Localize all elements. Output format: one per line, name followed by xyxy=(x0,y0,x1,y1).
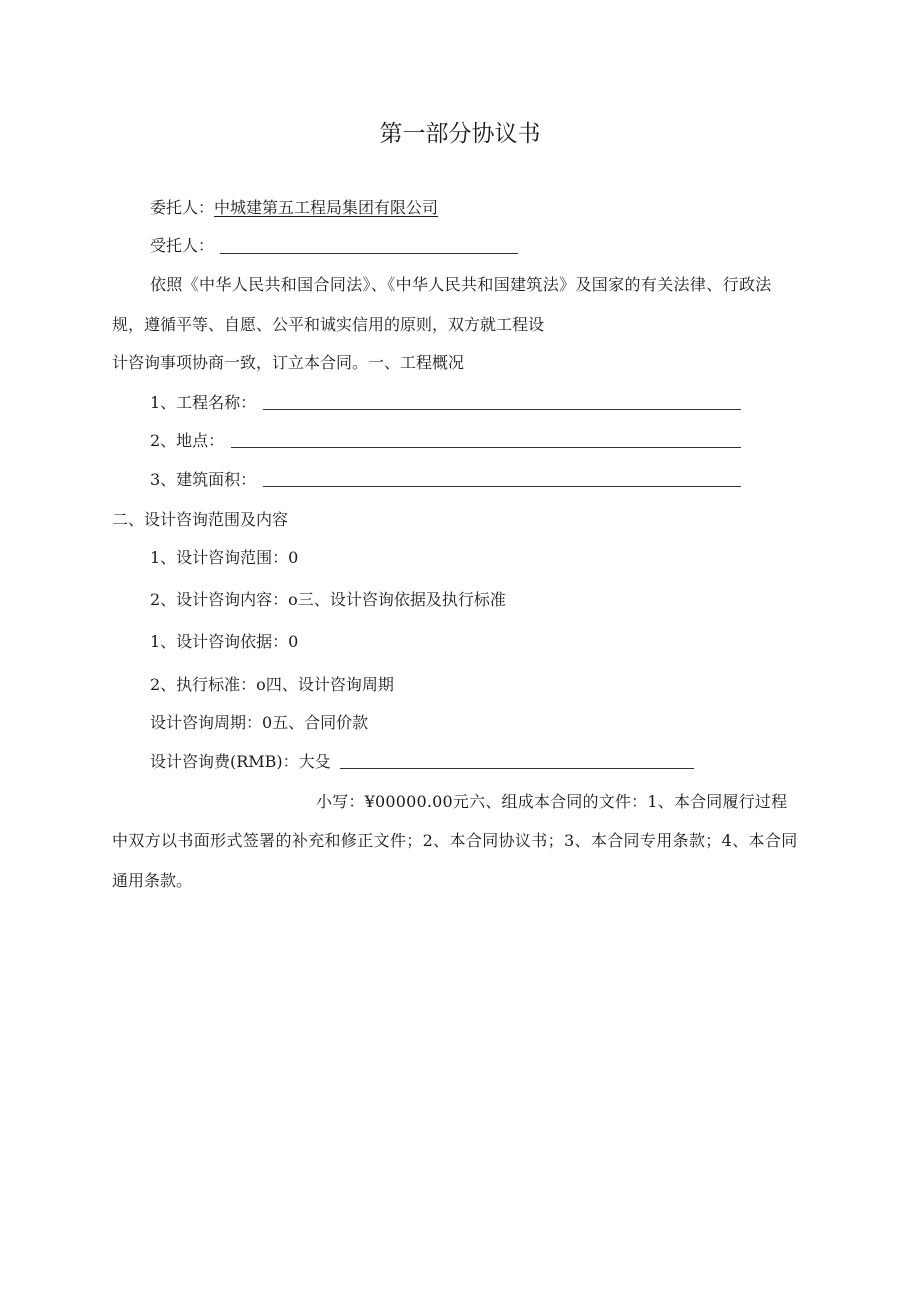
standard-item: 2、执行标准：o四、设计咨询周期 xyxy=(150,675,394,694)
area-label: 3、建筑面积： xyxy=(150,470,257,489)
basis-paragraph-line-3: 计咨询事项协商一致，订立本合同。一、工程概况 xyxy=(112,353,465,372)
basis-item: 1、设计咨询依据：0 xyxy=(150,632,299,651)
client-label: 委托人： xyxy=(150,198,215,217)
contract-docs-line-3: 通用条款。 xyxy=(112,871,193,890)
project-name-blank-line xyxy=(263,409,741,410)
period-line: 设计咨询周期：0五、合同价款 xyxy=(150,713,369,732)
basis-paragraph-line-2: 规，遵循平等、自愿、公平和诚实信用的原则，双方就工程设 xyxy=(112,315,545,334)
trustee-label: 受托人： xyxy=(150,236,215,255)
project-name-label: 1、工程名称： xyxy=(150,393,257,412)
basis-paragraph-line-1: 依照《中华人民共和国合同法》、《中华人民共和国建筑法》及国家的有关法律、行政法 xyxy=(150,275,772,294)
amount-small-line: 小写：¥00000.00元六、组成本合同的文件：1、本合同履行过程 xyxy=(316,792,788,811)
location-label: 2、地点： xyxy=(150,431,225,450)
client-name: 中城建第五工程局集团有限公司 xyxy=(214,198,439,217)
fee-label: 设计咨询费(RMB)：大殳 xyxy=(150,752,331,771)
content-line: 2、设计咨询内容：o三、设计咨询依据及执行标准 xyxy=(150,590,506,609)
location-blank-line xyxy=(231,447,741,448)
page-title: 第一部分协议书 xyxy=(379,121,541,147)
scope-line: 1、设计咨询范围：0 xyxy=(150,548,299,567)
trustee-blank-line xyxy=(220,253,518,254)
fee-blank-line xyxy=(340,768,694,769)
client-row xyxy=(150,197,438,219)
section-2-heading: 二、设计咨询范围及内容 xyxy=(112,510,289,529)
contract-docs-line-2: 中双方以书面形式签署的补充和修正文件；2、本合同协议书；3、本合同专用条款；4、本合同 xyxy=(112,831,798,850)
area-blank-line xyxy=(263,486,741,487)
